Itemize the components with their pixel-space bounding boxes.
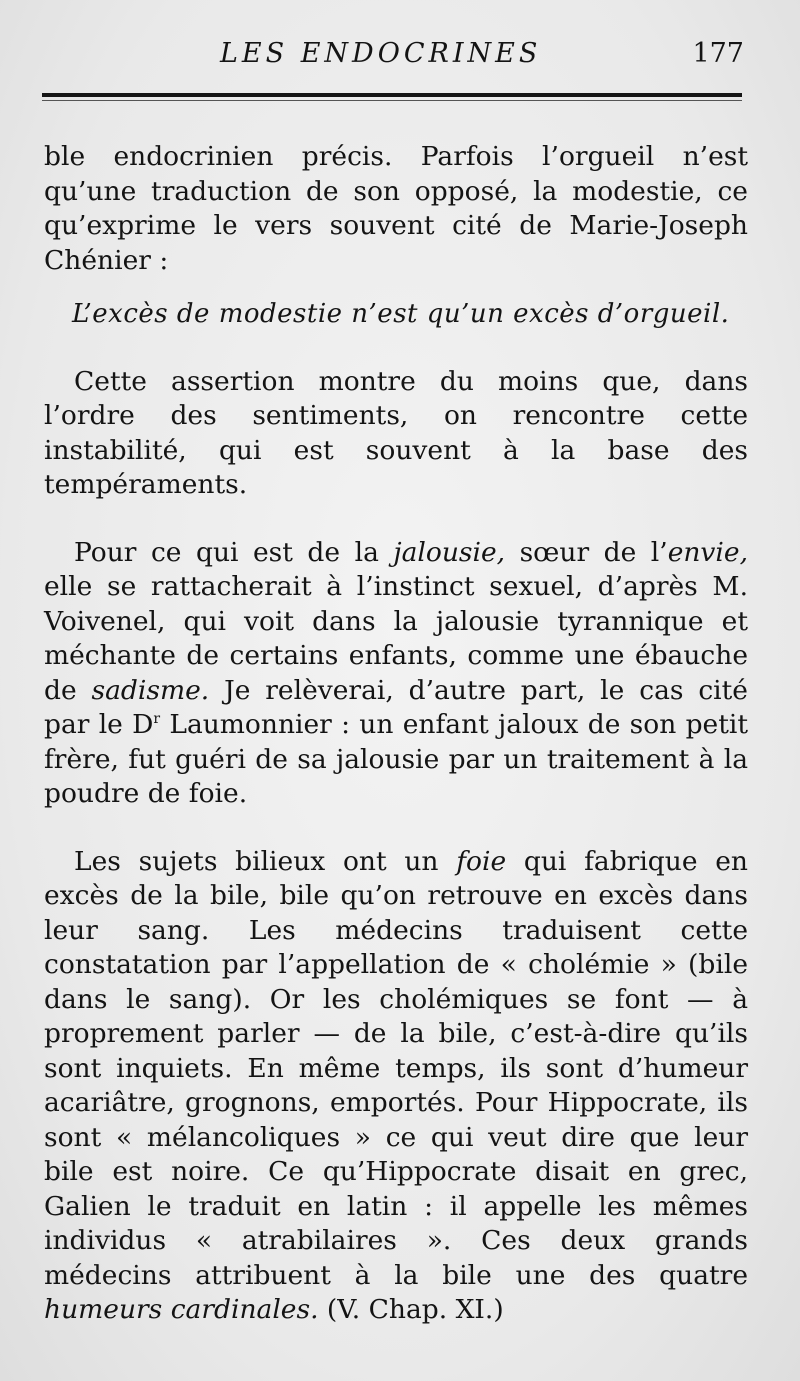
paragraph-jealousy xyxy=(44,536,748,812)
paragraph-jealousy-text: elle se rattacherait à l’instinct sexuel, d’après M. Voivenel, qui voit dans la jalousie tyrannique et méchante de certains enfants, comme une ébauche de xyxy=(44,571,748,706)
paragraph-jealousy-text: Laumonnier : un enfant jaloux de son petit frère, fut guéri de sa jalousie par un traitement à la poudre de foie. xyxy=(44,709,748,809)
term-envie: envie, xyxy=(667,536,748,568)
running-head xyxy=(44,38,744,78)
header-rule-thick xyxy=(42,93,742,97)
running-title: LES ENDOCRINES xyxy=(220,38,542,69)
paragraph-bilious-text: qui fabrique en excès de la bile, bile qu’on retrouve en excès dans leur sang. Les médecins traduisent cette constatation par l’appellation de « cholémie » (bile dans le sang). Or les cholémiques se font — à proprement parler — de la bile, c’est-à-dire qu’ils sont inquiets. En même temps, ils sont d’humeur acariâtre, grognons, emportés. Pour Hippocrate, ils sont « mélancoliques » ce qui veut dire que leur bile est noire. Ce qu’Hippocrate disait en grec, Galien le traduit en latin : il appelle les mêmes individus « atrabilaires ». Ces deux grands médecins attribuent à la bile une des quatre xyxy=(44,845,748,1291)
doctor-superscript: r xyxy=(153,711,161,727)
paragraph-bilious xyxy=(44,845,748,1328)
paragraph-jealousy-text: Je relèverai, d’autre part, le cas cité par le D xyxy=(44,674,748,740)
page-number: 177 xyxy=(692,38,744,69)
paragraph-assertion: Cette assertion montre du moins que, dans l’ordre des sentiments, on rencontre cette instabilité, qui est souvent à la base des tempéraments. xyxy=(44,365,748,500)
paragraph-jealousy-text: sœur de l’ xyxy=(505,536,668,568)
header-rule-thin xyxy=(42,100,742,101)
paragraph-continuation: ble endocrinien précis. Parfois l’orgueil n’est qu’une traduction de son opposé, la modestie, ce qu’exprime le vers souvent cité de Marie-Joseph Chénier : xyxy=(44,141,748,276)
verse-quote: L’excès de modestie n’est qu’un excès d’orgueil. xyxy=(72,299,730,329)
body-text xyxy=(44,140,748,1328)
term-jalousie: jalousie, xyxy=(393,536,506,568)
term-sadisme: sadisme. xyxy=(91,674,210,706)
paragraph-jealousy-text: Pour ce qui est de la xyxy=(74,536,394,568)
paragraph-bilious-text: (V. Chap. XI.) xyxy=(318,1294,504,1325)
term-foie: foie xyxy=(456,845,507,877)
term-humeurs-cardinales: humeurs cardinales. xyxy=(44,1294,319,1325)
paragraph-bilious-text: Les sujets bilieux ont un xyxy=(74,845,457,877)
